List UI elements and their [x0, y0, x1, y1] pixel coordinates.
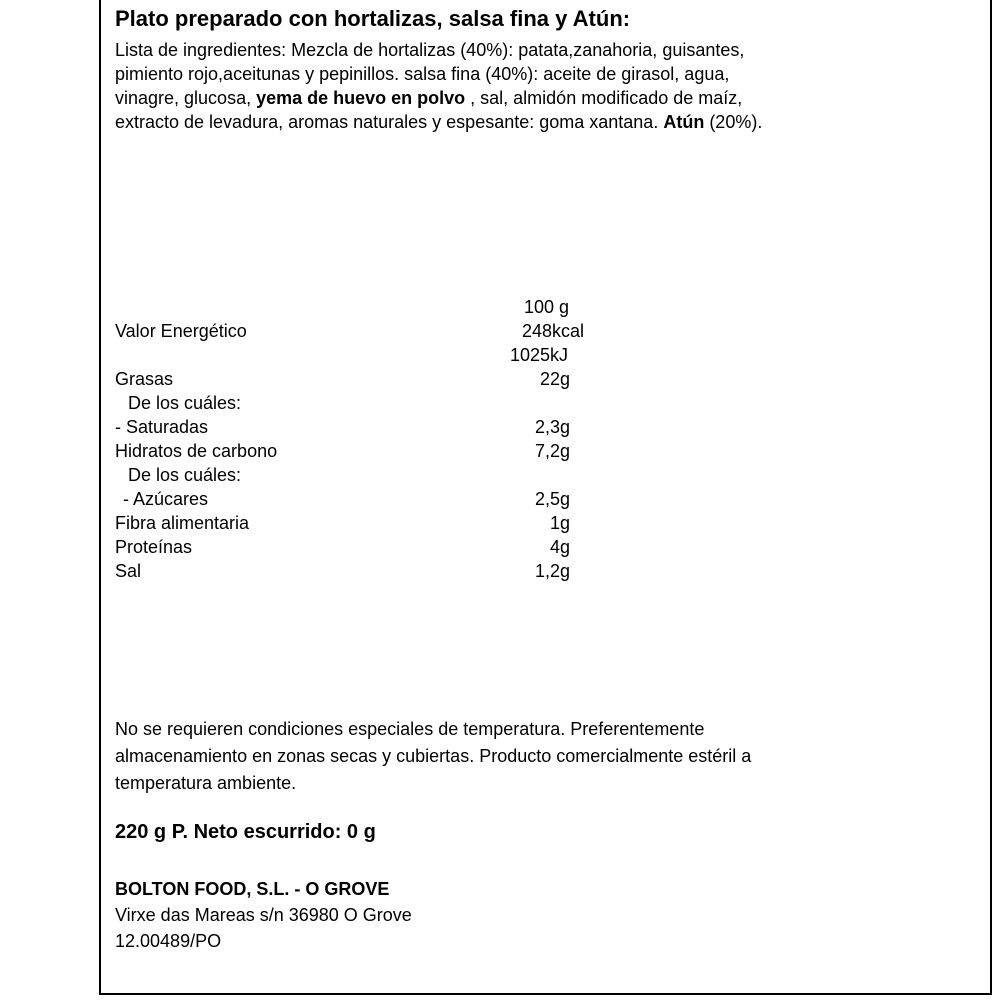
nutrition-row-label: Grasas	[115, 369, 174, 389]
nutrition-row-label: Proteínas	[115, 537, 193, 557]
nutrition-row-label: - Saturadas	[115, 417, 209, 437]
ingredients-text: (20%).	[704, 112, 763, 132]
nutrition-row-value: 2,5g	[534, 489, 570, 509]
registry-number: 12.00489/PO	[115, 931, 222, 951]
nutrition-row-value: 22g	[539, 369, 570, 389]
ingredients-list	[115, 38, 875, 134]
nutrition-row-value: 1,2g	[534, 561, 570, 581]
allergen-tuna: Atún	[663, 112, 705, 132]
ingredients-line-1: Lista de ingredientes: Mezcla de hortalizas (40%): patata,zanahoria, guisantes,	[115, 40, 745, 60]
energy-label: Valor Energético	[115, 321, 247, 341]
ingredients-text: vinagre, glucosa,	[115, 88, 257, 108]
net-weight: 220 g P. Neto escurrido: 0 g	[115, 821, 376, 843]
nutrition-row-value: 2,3g	[534, 417, 570, 437]
nutrition-row-value: 1g	[549, 513, 570, 533]
ingredients-line-4	[115, 110, 875, 134]
storage-line-2: almacenamiento en zonas secas y cubiertas. Producto comercialmente estéril a	[115, 746, 752, 766]
nutrition-header: 100 g	[524, 297, 570, 317]
company-address: Virxe das Mareas s/n 36980 O Grove	[115, 905, 412, 925]
storage-line-1: No se requieren condiciones especiales de temperatura. Preferentemente	[115, 719, 705, 739]
ingredients-text: extracto de levadura, aromas naturales y espesante: goma xantana.	[115, 112, 664, 132]
nutrition-row-label: Hidratos de carbono	[115, 441, 278, 461]
energy-kcal: 248kcal	[522, 321, 585, 341]
ingredients-text: , sal, almidón modificado de maíz,	[465, 88, 743, 108]
nutrition-row-value: 7,2g	[534, 441, 570, 461]
ingredients-line-3	[115, 86, 875, 110]
energy-kj: 1025kJ	[510, 345, 569, 365]
nutrition-row-label: - Azúcares	[123, 489, 209, 509]
nutrition-row-label: De los cuáles:	[128, 465, 242, 485]
nutrition-row-label: De los cuáles:	[128, 393, 242, 413]
allergen-egg: yema de huevo en polvo	[256, 88, 466, 108]
nutrition-row-value: 4g	[549, 537, 570, 557]
product-title: Plato preparado con hortalizas, salsa fina y Atún:	[115, 6, 631, 31]
company-name: BOLTON FOOD, S.L. - O GROVE	[115, 879, 390, 899]
nutrition-row-label: Sal	[115, 561, 142, 581]
ingredients-line-2: pimiento rojo,aceitunas y pepinillos. salsa fina (40%): aceite de girasol, agua,	[115, 64, 730, 84]
nutrition-row-label: Fibra alimentaria	[115, 513, 250, 533]
storage-line-3: temperatura ambiente.	[115, 773, 297, 793]
storage-instructions	[115, 716, 875, 797]
